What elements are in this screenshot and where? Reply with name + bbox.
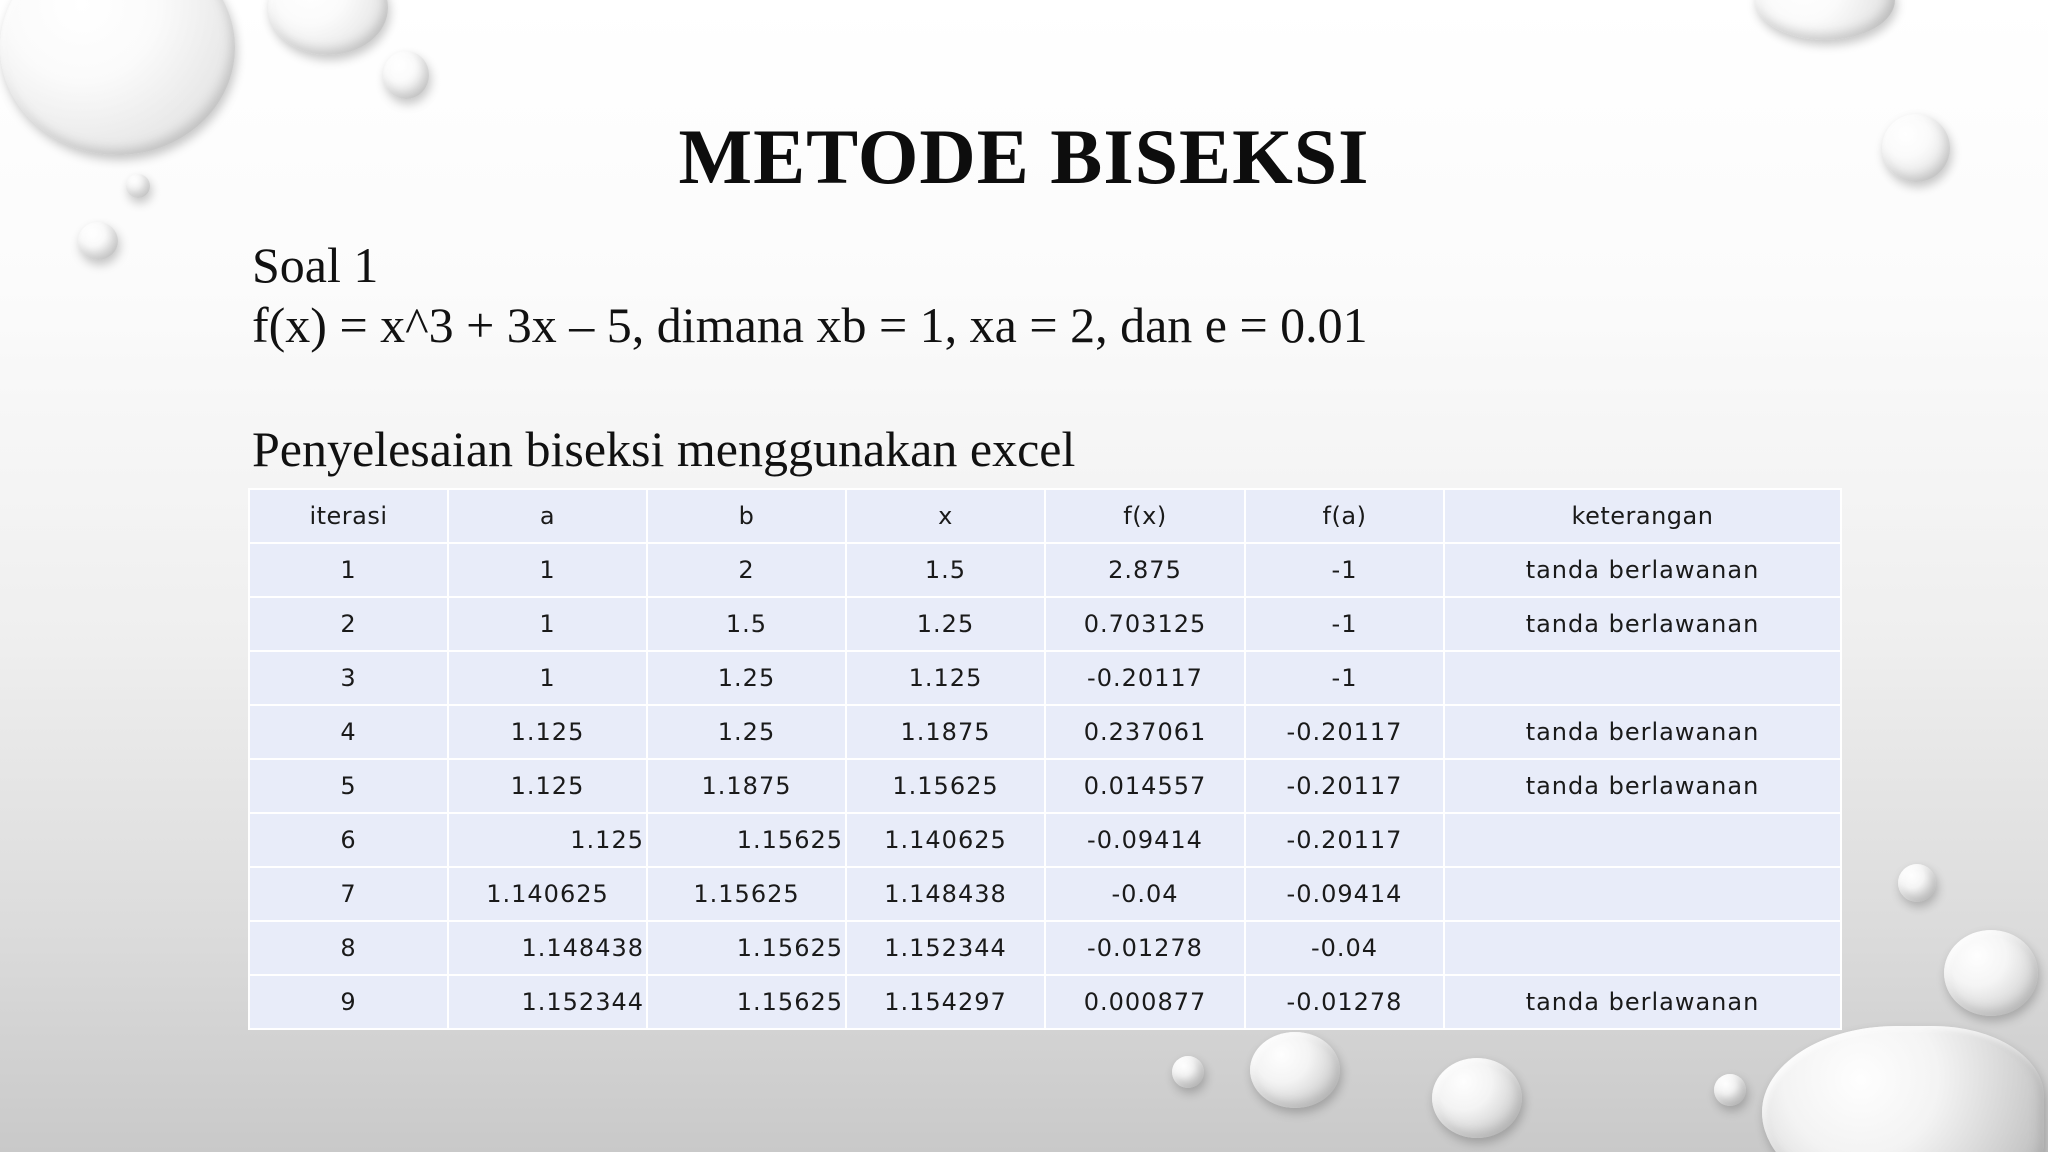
droplet-decoration <box>1762 1026 2044 1152</box>
slide-title: METODE BISEKSI <box>678 113 1370 200</box>
cell-fa: -0.20117 <box>1245 705 1444 759</box>
cell-x: 1.148438 <box>846 867 1045 921</box>
cell-fx: 0.014557 <box>1045 759 1245 813</box>
cell-fa: -0.01278 <box>1245 975 1444 1029</box>
cell-fa: -1 <box>1245 597 1444 651</box>
cell-a: 1.125 <box>448 759 647 813</box>
cell-x: 1.125 <box>846 651 1045 705</box>
cell-fx: 0.237061 <box>1045 705 1245 759</box>
cell-fx: -0.20117 <box>1045 651 1245 705</box>
cell-a: 1.125 <box>448 705 647 759</box>
cell-a: 1 <box>448 597 647 651</box>
cell-iterasi: 4 <box>249 705 448 759</box>
cell-fa: -0.04 <box>1245 921 1444 975</box>
cell-keterangan <box>1444 921 1841 975</box>
cell-keterangan: tanda berlawanan <box>1444 705 1841 759</box>
cell-b: 1.15625 <box>647 975 846 1029</box>
header-b: b <box>647 489 846 543</box>
cell-b: 1.15625 <box>647 921 846 975</box>
header-x: x <box>846 489 1045 543</box>
cell-b: 1.1875 <box>647 759 846 813</box>
cell-x: 1.5 <box>846 543 1045 597</box>
table-row <box>249 921 1841 975</box>
solution-heading: Penyelesaian biseksi menggunakan excel <box>252 421 1076 477</box>
cell-x: 1.140625 <box>846 813 1045 867</box>
cell-fx: -0.01278 <box>1045 921 1245 975</box>
cell-a: 1.152344 <box>448 975 647 1029</box>
header-fa: f(a) <box>1245 489 1444 543</box>
cell-fa: -0.09414 <box>1245 867 1444 921</box>
header-a: a <box>448 489 647 543</box>
header-iterasi: iterasi <box>249 489 448 543</box>
droplet-decoration <box>1250 1032 1340 1108</box>
cell-keterangan <box>1444 867 1841 921</box>
cell-fx: 0.703125 <box>1045 597 1245 651</box>
cell-x: 1.25 <box>846 597 1045 651</box>
cell-fa: -1 <box>1245 651 1444 705</box>
droplet-decoration <box>1432 1058 1522 1138</box>
table-row <box>249 813 1841 867</box>
header-keterangan: keterangan <box>1444 489 1841 543</box>
cell-iterasi: 6 <box>249 813 448 867</box>
cell-b: 1.25 <box>647 705 846 759</box>
problem-equation: f(x) = x^3 + 3x – 5, dimana xb = 1, xa = 2, dan e = 0.01 <box>252 297 1368 353</box>
table-row <box>249 543 1841 597</box>
droplet-decoration <box>1755 0 1895 40</box>
table-row <box>249 651 1841 705</box>
cell-x: 1.1875 <box>846 705 1045 759</box>
cell-keterangan: tanda berlawanan <box>1444 975 1841 1029</box>
cell-a: 1 <box>448 651 647 705</box>
cell-keterangan <box>1444 813 1841 867</box>
cell-iterasi: 5 <box>249 759 448 813</box>
cell-b: 1.15625 <box>647 813 846 867</box>
cell-iterasi: 7 <box>249 867 448 921</box>
cell-iterasi: 3 <box>249 651 448 705</box>
cell-iterasi: 2 <box>249 597 448 651</box>
cell-fa: -0.20117 <box>1245 759 1444 813</box>
cell-b: 1.25 <box>647 651 846 705</box>
droplet-decoration <box>1172 1056 1204 1088</box>
cell-fa: -0.20117 <box>1245 813 1444 867</box>
problem-label: Soal 1 <box>252 237 379 293</box>
cell-keterangan: tanda berlawanan <box>1444 543 1841 597</box>
cell-a: 1 <box>448 543 647 597</box>
table-row <box>249 867 1841 921</box>
cell-keterangan <box>1444 651 1841 705</box>
droplet-decoration <box>268 0 388 55</box>
table-row <box>249 705 1841 759</box>
droplet-decoration <box>1944 930 2038 1016</box>
cell-a: 1.125 <box>448 813 647 867</box>
cell-keterangan: tanda berlawanan <box>1444 597 1841 651</box>
cell-b: 1.5 <box>647 597 846 651</box>
cell-fx: -0.09414 <box>1045 813 1245 867</box>
cell-keterangan: tanda berlawanan <box>1444 759 1841 813</box>
header-fx: f(x) <box>1045 489 1245 543</box>
cell-iterasi: 8 <box>249 921 448 975</box>
cell-b: 1.15625 <box>647 867 846 921</box>
table-row <box>249 759 1841 813</box>
droplet-decoration <box>1898 864 1936 902</box>
cell-a: 1.140625 <box>448 867 647 921</box>
cell-iterasi: 9 <box>249 975 448 1029</box>
cell-fa: -1 <box>1245 543 1444 597</box>
cell-x: 1.152344 <box>846 921 1045 975</box>
table-row <box>249 975 1841 1029</box>
cell-a: 1.148438 <box>448 921 647 975</box>
cell-fx: -0.04 <box>1045 867 1245 921</box>
bisection-table <box>248 488 1842 1030</box>
droplet-decoration <box>383 51 429 99</box>
droplet-decoration <box>1714 1074 1746 1106</box>
cell-x: 1.154297 <box>846 975 1045 1029</box>
droplet-decoration <box>78 222 118 260</box>
table-header-row <box>249 489 1841 543</box>
cell-b: 2 <box>647 543 846 597</box>
cell-x: 1.15625 <box>846 759 1045 813</box>
cell-fx: 2.875 <box>1045 543 1245 597</box>
cell-iterasi: 1 <box>249 543 448 597</box>
cell-fx: 0.000877 <box>1045 975 1245 1029</box>
table-row <box>249 597 1841 651</box>
